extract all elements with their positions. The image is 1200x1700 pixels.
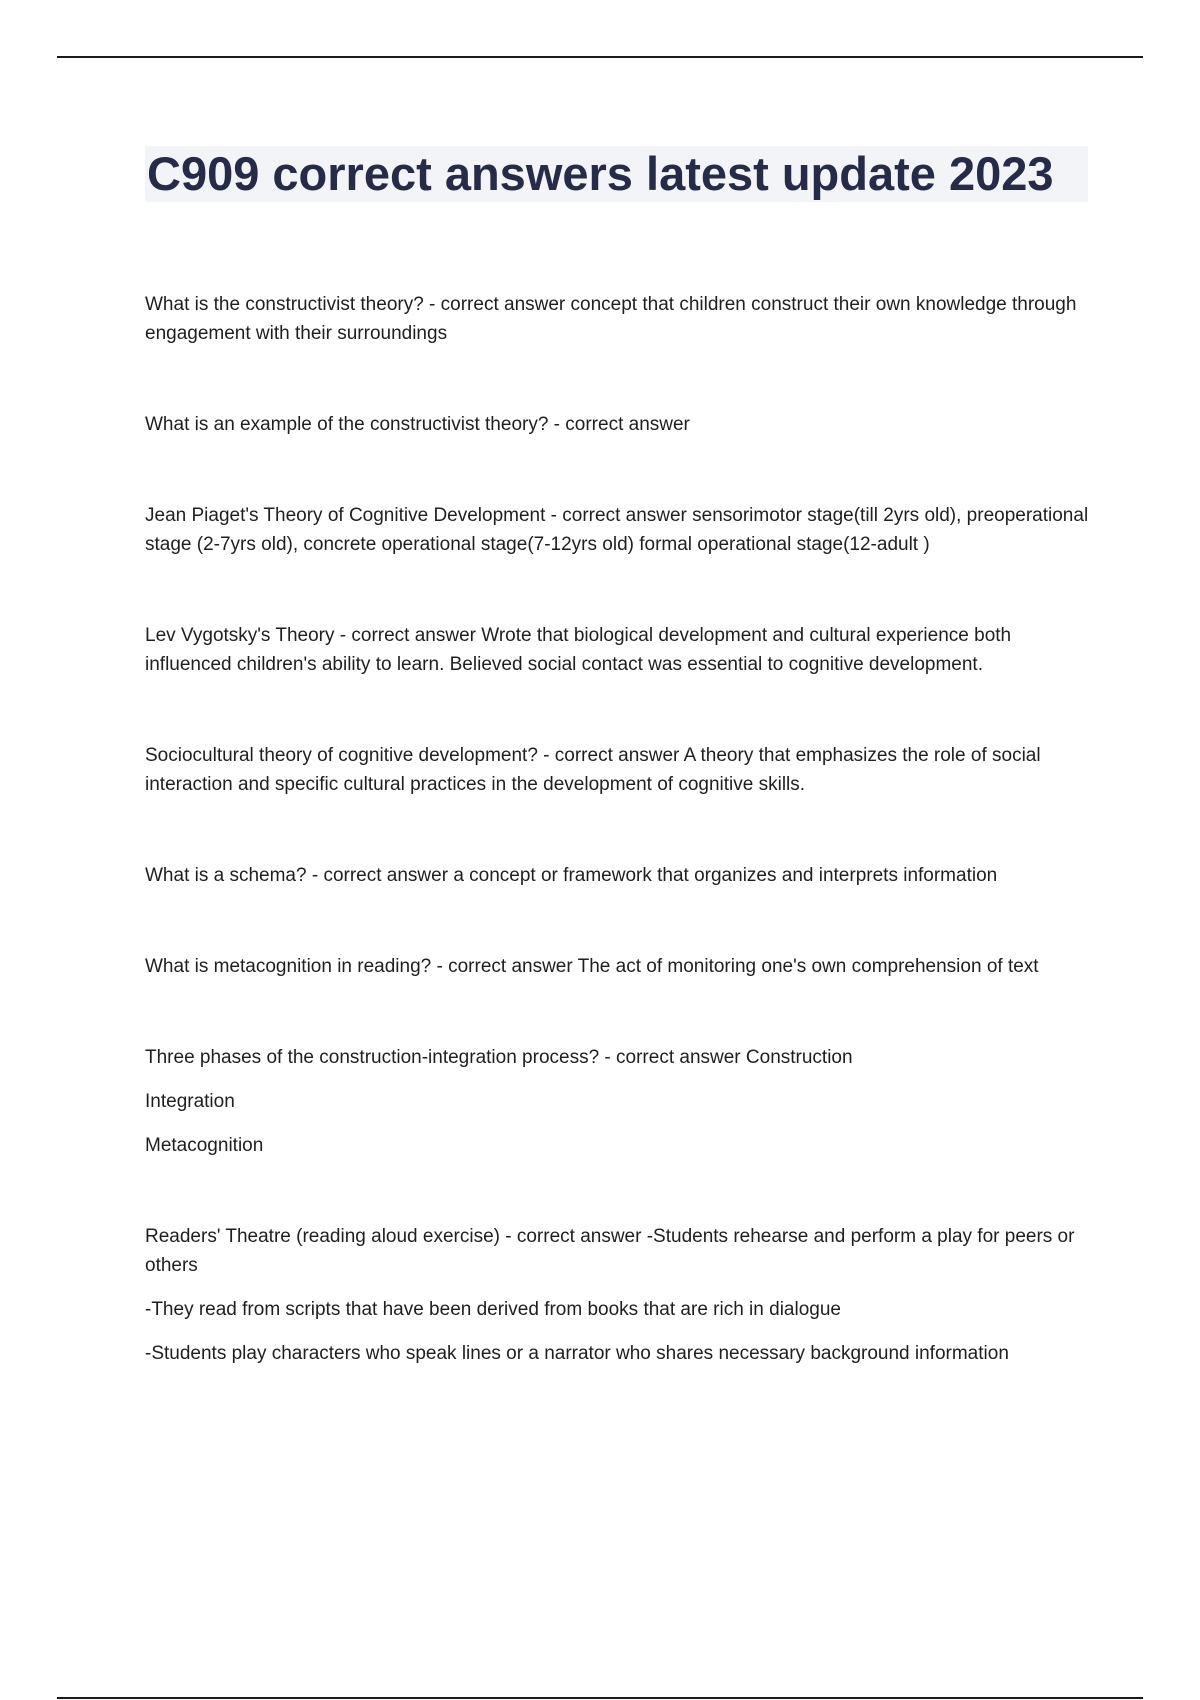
bottom-divider — [57, 1697, 1143, 1699]
qa-entry: What is metacognition in reading? - correct answer The act of monitoring one's own comprehension of text — [145, 956, 1039, 977]
qa-answer-line: -Students play characters who speak lines or a narrator who shares necessary background information — [145, 1343, 1009, 1364]
qa-entry: Jean Piaget's Theory of Cognitive Development - correct answer sensorimotor stage(till 2yrs old), preoperational stage (2-7yrs old), concrete operational stage(7-12yrs old) formal operational stage(12-adult ) — [145, 505, 1089, 555]
qa-entry: Readers' Theatre (reading aloud exercise) - correct answer -Students rehearse and perform a play for peers or others — [145, 1226, 1075, 1276]
qa-entry: What is a schema? - correct answer a concept or framework that organizes and interprets information — [145, 865, 998, 886]
qa-entry: What is the constructivist theory? - correct answer concept that children construct their own knowledge through engagement with their surroundings — [145, 294, 1077, 344]
qa-entry: Sociocultural theory of cognitive development? - correct answer A theory that emphasizes the role of social interaction and specific cultural practices in the development of cognitive skills. — [145, 745, 1041, 795]
document-title: C909 correct answers latest update 2023 — [147, 147, 1054, 200]
qa-answer-line: -They read from scripts that have been derived from books that are rich in dialogue — [145, 1299, 841, 1320]
qa-answer-line: Integration — [145, 1091, 235, 1112]
qa-answer-line: Metacognition — [145, 1135, 264, 1156]
top-divider — [57, 56, 1143, 58]
qa-entry: What is an example of the constructivist theory? - correct answer — [145, 414, 690, 435]
title-banner — [145, 146, 1088, 202]
qa-entry: Lev Vygotsky's Theory - correct answer Wrote that biological development and cultural experience both influenced children's ability to learn. Believed social contact was essential to cognitive development. — [145, 625, 1012, 675]
qa-entry: Three phases of the construction-integration process? - correct answer Construction — [145, 1047, 853, 1068]
qa-list — [145, 290, 1095, 1368]
